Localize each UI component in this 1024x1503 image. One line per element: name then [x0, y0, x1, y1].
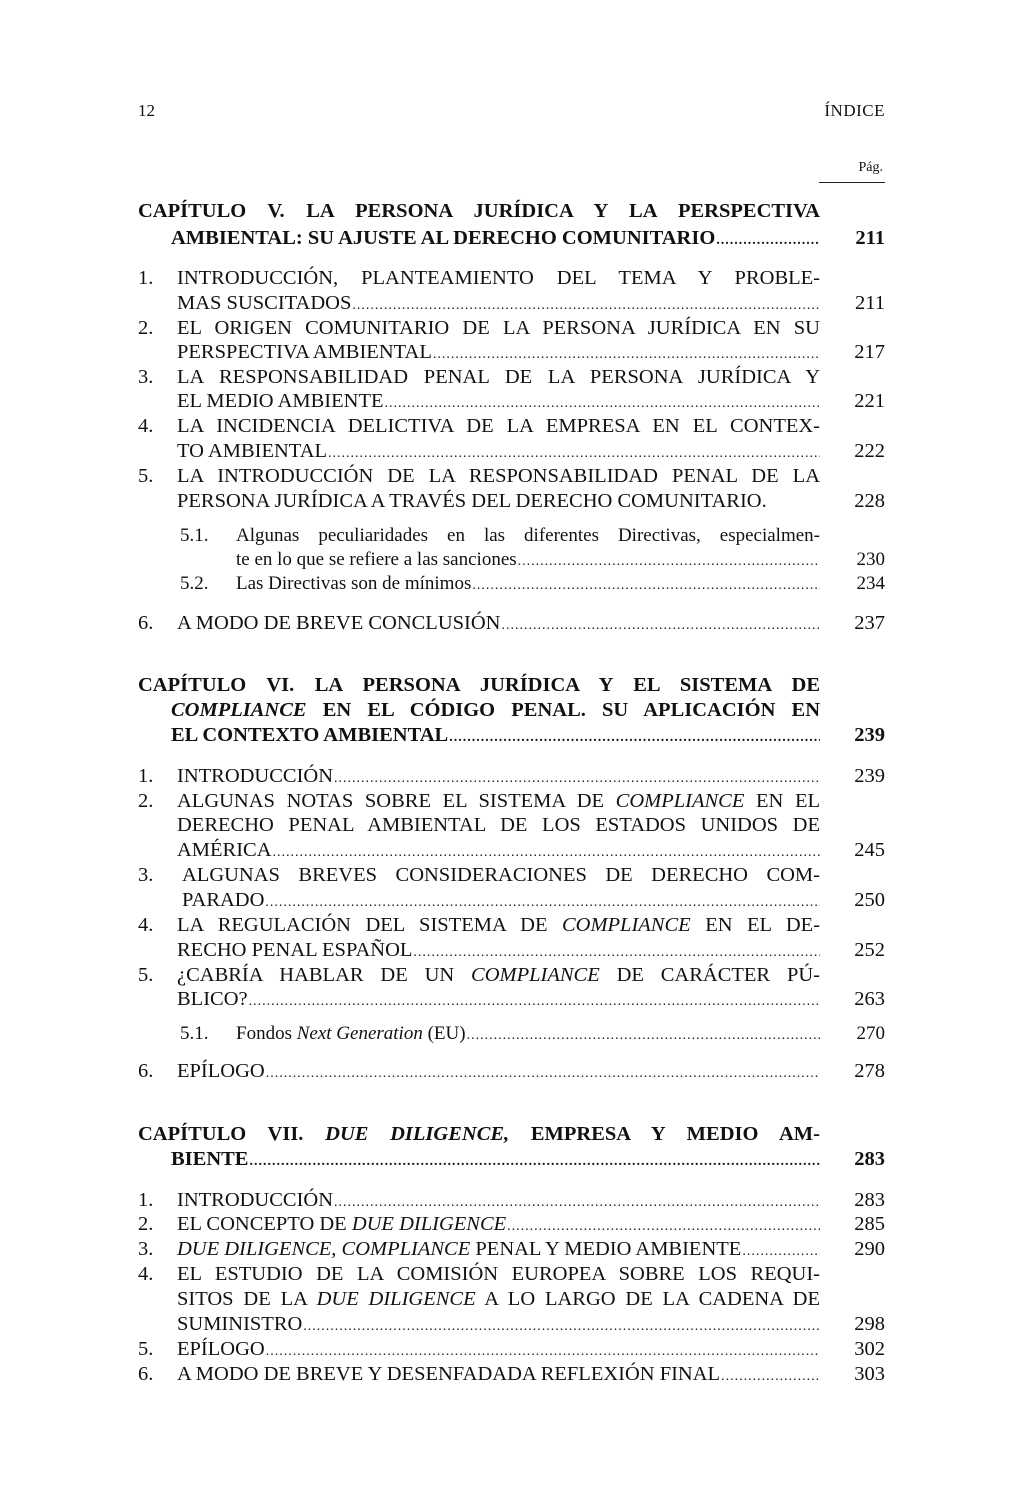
toc-entry-title: INTRODUCCIÓN, PLANTEAMIENTO DEL TEMA Y PROBLE- [177, 267, 820, 289]
toc-entry-page: 217 [854, 341, 885, 363]
dot-leader [501, 610, 820, 639]
toc-entry-title: AMBIENTAL: SU AJUSTE AL DERECHO COMUNITARIO ..... [171, 225, 820, 254]
running-header-title: ÍNDICE [824, 101, 885, 120]
toc-entry-title: A MODO DE BREVE CONCLUSIÓN ..... [177, 610, 820, 639]
toc-entry-title: MAS SUSCITADOS ..... [177, 290, 820, 319]
toc-entry-title: BIENTE ..... [171, 1146, 820, 1175]
toc-entry [0, 1058, 1024, 1084]
toc-entry [0, 788, 1024, 814]
toc-entry-title: LA RESPONSABILIDAD PENAL DE LA PERSONA JURÍDICA Y [177, 366, 820, 388]
toc-entry-page: 283 [854, 1189, 885, 1211]
toc-entry-number: 2. [138, 790, 154, 812]
toc-entry-page: 228 [854, 490, 885, 512]
toc-entry-page: 252 [854, 939, 885, 961]
toc-entry-title: te en lo que se refiere a las sanciones ..... [236, 547, 820, 575]
dot-leader [467, 1021, 820, 1049]
toc-entry-page: 211 [855, 227, 885, 249]
toc-entry-number: 6. [138, 1363, 154, 1385]
toc-entry [0, 1146, 1024, 1172]
toc-entry-title: EL ORIGEN COMUNITARIO DE LA PERSONA JURÍDICA EN SU [177, 317, 820, 339]
toc-entry-number: 5.2. [180, 573, 209, 594]
toc-entry-title: CAPÍTULO V. LA PERSONA JURÍDICA Y LA PERSPECTIVA [138, 200, 820, 222]
toc-entry-title: EPÍLOGO ..... [177, 1058, 820, 1087]
toc-entry-number: 2. [138, 317, 154, 339]
toc-entry [0, 812, 1024, 838]
toc-entry-title: INTRODUCCIÓN ..... [177, 763, 820, 792]
toc-entry-title: INTRODUCCIÓN ..... [177, 1187, 820, 1216]
toc-entry-title: EL ESTUDIO DE LA COMISIÓN EUROPEA SOBRE LOS REQUI- [177, 1263, 820, 1285]
toc-entry-number: 3. [138, 864, 154, 886]
toc-entry-number: 4. [138, 415, 154, 437]
toc-entry-number: 4. [138, 914, 154, 936]
toc-entry [0, 388, 1024, 414]
toc-entry-page: 245 [854, 839, 885, 861]
toc-entry-page: 222 [854, 440, 885, 462]
toc-entry-title: TO AMBIENTAL ..... [177, 438, 820, 467]
toc-entry [0, 763, 1024, 789]
toc-entry-number: 1. [138, 1189, 154, 1211]
toc-entry-title: PERSONA JURÍDICA A TRAVÉS DEL DERECHO COMUNITARIO. [177, 490, 767, 512]
page-column-rule [819, 182, 885, 183]
toc-entry-page: 250 [854, 889, 885, 911]
toc-entry [0, 937, 1024, 963]
toc-entry-page: 211 [855, 292, 885, 314]
toc-entry-title: CAPÍTULO VI. LA PERSONA JURÍDICA Y EL SISTEMA DE [138, 674, 820, 696]
toc-entry [0, 1286, 1024, 1312]
toc-entry [0, 1236, 1024, 1262]
toc-entry-title: EL CONCEPTO DE DUE DILIGENCE ..... [177, 1211, 820, 1240]
toc-entry-page: 263 [854, 988, 885, 1010]
toc-entry-title: Algunas peculiaridades en las diferentes Directivas, especialmen- [236, 525, 820, 546]
toc-entry-title: SUMINISTRO ..... [177, 1311, 820, 1340]
toc-entry-page: 285 [854, 1213, 885, 1235]
dot-leader [472, 571, 820, 599]
toc-entry [0, 672, 1024, 698]
toc-entry-title: EPÍLOGO ..... [177, 1336, 820, 1365]
toc-entry-title: PARADO ..... [182, 887, 820, 916]
toc-entry-page: 239 [854, 765, 885, 787]
dot-leader [266, 1058, 820, 1087]
toc-entry-page: 234 [856, 573, 885, 594]
toc-entry-page: 298 [854, 1313, 885, 1335]
toc-entry-title: BLICO? ..... [177, 986, 820, 1015]
toc-entry [0, 1361, 1024, 1387]
toc-entry-title: DERECHO PENAL AMBIENTAL DE LOS ESTADOS UNIDOS DE [177, 814, 820, 836]
toc-entry-title: LA REGULACIÓN DEL SISTEMA DE COMPLIANCE EN EL DE- [177, 914, 820, 936]
toc-entry-number: 5. [138, 465, 154, 487]
toc-entry [0, 198, 1024, 224]
toc-entry-page: 221 [854, 390, 885, 412]
toc-entry [0, 290, 1024, 316]
toc-entry-title: ALGUNAS NOTAS SOBRE EL SISTEMA DE COMPLIANCE EN EL [177, 790, 820, 812]
toc-entry-number: 4. [138, 1263, 154, 1285]
toc-entry-number: 1. [138, 267, 154, 289]
toc-entry-title: LA INCIDENCIA DELICTIVA DE LA EMPRESA EN EL CONTEX- [177, 415, 820, 437]
page-column-label: Pág. [858, 160, 883, 175]
toc-entry-page: 283 [854, 1148, 885, 1170]
dot-leader [249, 1146, 820, 1175]
toc-entry-page: 237 [854, 612, 885, 634]
dot-leader [449, 722, 820, 751]
toc-entry-title: LA INTRODUCCIÓN DE LA RESPONSABILIDAD PENAL DE LA [177, 465, 820, 487]
toc-entry-title: EL MEDIO AMBIENTE ..... [177, 388, 820, 417]
toc-entry-page: 303 [854, 1363, 885, 1385]
toc-entry-number: 6. [138, 1060, 154, 1082]
toc-entry [0, 339, 1024, 365]
toc-entry [0, 1261, 1024, 1287]
toc-entry-number: 5. [138, 964, 154, 986]
toc-entry [0, 862, 1024, 888]
toc-entry [0, 225, 1024, 251]
toc-entry [0, 523, 1024, 549]
toc-entry [0, 962, 1024, 988]
toc-entry-number: 6. [138, 612, 154, 634]
toc-entry-title: DUE DILIGENCE, COMPLIANCE PENAL Y MEDIO AMBIENTE ..... [177, 1236, 820, 1265]
toc-entry-title: A MODO DE BREVE Y DESENFADADA REFLEXIÓN FINAL ..... [177, 1361, 820, 1390]
page-number: 12 [138, 101, 155, 120]
dot-leader [716, 225, 820, 254]
toc-entry [0, 697, 1024, 723]
toc-entry-number: 3. [138, 366, 154, 388]
toc-entry [0, 1311, 1024, 1337]
toc-entry-title: AMÉRICA ..... [177, 837, 820, 866]
toc-entry-page: 230 [856, 549, 885, 570]
toc-entry-title: PERSPECTIVA AMBIENTAL ..... [177, 339, 820, 368]
toc-entry-page: 302 [854, 1338, 885, 1360]
toc-entry [0, 438, 1024, 464]
toc-entry-page: 290 [854, 1238, 885, 1260]
toc-entry [0, 265, 1024, 291]
toc-entry [0, 1187, 1024, 1213]
toc-entry-title: ¿CABRÍA HABLAR DE UN COMPLIANCE DE CARÁCTER PÚ- [177, 964, 820, 986]
toc-entry-number: 2. [138, 1213, 154, 1235]
toc-entry [0, 887, 1024, 913]
toc-entry [0, 547, 1024, 573]
toc-entry-title: Fondos Next Generation (EU) ..... [236, 1021, 820, 1049]
toc-entry-number: 5.1. [180, 1023, 209, 1044]
toc-entry [0, 364, 1024, 390]
toc-entry-number: 5. [138, 1338, 154, 1360]
toc-entry-number: 3. [138, 1238, 154, 1260]
dot-leader [721, 1361, 820, 1390]
dot-leader [249, 986, 820, 1015]
toc-entry-page: 239 [854, 724, 885, 746]
toc-entry [0, 986, 1024, 1012]
toc-entry [0, 571, 1024, 597]
toc-entry [0, 488, 1024, 514]
toc-entry-number: 1. [138, 765, 154, 787]
toc-entry-title: RECHO PENAL ESPAÑOL ..... [177, 937, 820, 966]
toc-entry-title: Las Directivas son de mínimos ..... [236, 571, 820, 599]
toc-entry-title: ALGUNAS BREVES CONSIDERACIONES DE DERECHO COM- [182, 864, 820, 886]
toc-entry-title: CAPÍTULO VII. DUE DILIGENCE, EMPRESA Y MEDIO AM- [138, 1123, 820, 1145]
toc-entry [0, 1121, 1024, 1147]
toc-entry-number: 5.1. [180, 525, 209, 546]
toc-entry [0, 912, 1024, 938]
toc-entry-page: 270 [856, 1023, 885, 1044]
toc-entry [0, 1211, 1024, 1237]
toc-entry [0, 463, 1024, 489]
toc-entry-title: EL CONTEXTO AMBIENTAL ..... [171, 722, 820, 751]
toc-entry-page: 278 [854, 1060, 885, 1082]
toc-entry [0, 413, 1024, 439]
toc-entry [0, 722, 1024, 748]
toc-entry [0, 1021, 1024, 1047]
toc-entry [0, 315, 1024, 341]
toc-entry [0, 837, 1024, 863]
toc-entry-title: SITOS DE LA DUE DILIGENCE A LO LARGO DE LA CADENA DE [177, 1288, 821, 1310]
toc-entry [0, 610, 1024, 636]
toc-entry [0, 1336, 1024, 1362]
toc-entry-title: COMPLIANCE EN EL CÓDIGO PENAL. SU APLICACIÓN EN [171, 699, 820, 721]
